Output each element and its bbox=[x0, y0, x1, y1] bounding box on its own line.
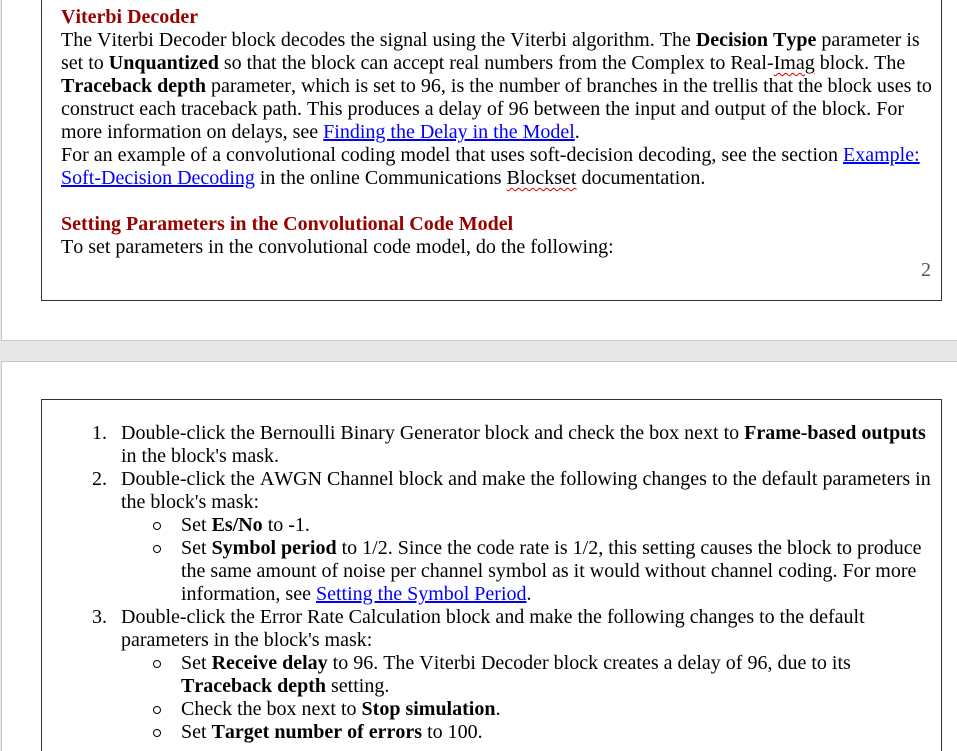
bullet-icon bbox=[153, 706, 161, 714]
text-run: Set bbox=[181, 514, 212, 536]
page-1-body bbox=[61, 6, 938, 259]
page-number: 2 bbox=[921, 259, 931, 281]
list-item-step-1 bbox=[61, 422, 938, 468]
heading-setting-parameters: Setting Parameters in the Convolutional Code Model bbox=[61, 213, 514, 235]
paragraph-setting-parameters-intro: To set parameters in the convolutional code model, do the following: bbox=[61, 236, 614, 258]
bold-term-symbol-period: Symbol period bbox=[211, 537, 337, 559]
sub-list-item-es-no bbox=[61, 514, 938, 537]
list-item-step-3 bbox=[61, 606, 938, 652]
list-item-text bbox=[121, 468, 938, 514]
link-finding-the-delay-in-the-model[interactable]: Finding the Delay in the Model bbox=[323, 121, 575, 143]
text-run: . bbox=[574, 121, 580, 143]
text-run: to 100. bbox=[422, 721, 483, 743]
sub-list-item-stop-simulation bbox=[61, 698, 938, 721]
text-run: block. The bbox=[814, 52, 906, 74]
list-number: 3. bbox=[92, 606, 107, 628]
paragraph-viterbi-decoder-description bbox=[61, 29, 938, 144]
text-run: documentation. bbox=[576, 167, 706, 189]
text-run: Set bbox=[181, 721, 212, 743]
spelling-error-word-blockset[interactable]: Blockset bbox=[506, 167, 577, 189]
bullet-icon bbox=[153, 660, 161, 668]
list-number: 2. bbox=[92, 468, 107, 490]
text-run: in the online Communications bbox=[254, 167, 507, 189]
spelling-error-word-imag[interactable]: Imag bbox=[773, 52, 815, 74]
page-2-body bbox=[61, 422, 938, 744]
heading-viterbi-decoder: Viterbi Decoder bbox=[61, 6, 199, 28]
text-run: The Viterbi Decoder block decodes the signal using the Viterbi algorithm. The bbox=[61, 29, 696, 51]
text-run: parameter, which is set to 96, is the number of branches in the trellis that the block uses to construct each traceback path. This produces a delay of 96 between the input and output of the block. For more information on delays, see bbox=[61, 75, 932, 143]
bullet-icon bbox=[153, 522, 161, 530]
bold-term-frame-based-outputs: Frame-based outputs bbox=[744, 422, 926, 444]
bold-term-traceback-depth: Traceback depth bbox=[181, 675, 326, 697]
text-run: Set bbox=[181, 652, 212, 674]
text-run: in the block's mask. bbox=[121, 445, 280, 467]
text-run: to -1. bbox=[262, 514, 310, 536]
text-run: to 96. The Viterbi Decoder block creates a delay of 96, due to its bbox=[327, 652, 851, 674]
sub-list-item-text bbox=[181, 652, 938, 698]
bullet-icon bbox=[153, 729, 161, 737]
bold-term-es-no: Es/No bbox=[211, 514, 263, 536]
paragraph-soft-decision-example bbox=[61, 144, 938, 190]
document-page-1 bbox=[1, 0, 957, 341]
bold-term-decision-type: Decision Type bbox=[695, 29, 817, 51]
text-run: Double-click the AWGN Channel block and make the following changes to the default parameters in the block's mask: bbox=[121, 468, 931, 513]
sub-list-item-symbol-period bbox=[61, 537, 938, 606]
bold-term-target-number-of-errors: Target number of errors bbox=[211, 721, 423, 743]
bold-term-unquantized: Unquantized bbox=[108, 52, 219, 74]
link-setting-the-symbol-period[interactable]: Setting the Symbol Period bbox=[315, 583, 527, 605]
text-run: Set bbox=[181, 537, 212, 559]
sub-list-item-text bbox=[181, 537, 938, 606]
sub-list-item-text bbox=[181, 698, 938, 721]
text-run: parameter is set to bbox=[61, 29, 920, 74]
bold-term-traceback-depth: Traceback depth bbox=[61, 75, 206, 97]
list-item-text bbox=[121, 422, 938, 468]
sub-list-item-text bbox=[181, 721, 938, 744]
list-item-text bbox=[121, 606, 938, 652]
text-run: so that the block can accept real numbers from the Complex to Real- bbox=[218, 52, 774, 74]
bold-term-receive-delay: Receive delay bbox=[211, 652, 328, 674]
sub-list-item-target-number-of-errors bbox=[61, 721, 938, 744]
text-run: . bbox=[495, 698, 501, 720]
text-run: to 1/2. Since the code rate is 1/2, this setting causes the block to produce the same amount of noise per channel symbol as it would without channel coding. For more information, see bbox=[181, 537, 922, 605]
text-run: . bbox=[526, 583, 532, 605]
text-run: setting. bbox=[326, 675, 390, 697]
text-run: Double-click the Bernoulli Binary Generator block and check the box next to bbox=[121, 422, 745, 444]
document-page-2 bbox=[1, 361, 957, 751]
list-item-step-2 bbox=[61, 468, 938, 514]
sub-list-item-receive-delay bbox=[61, 652, 938, 698]
sub-list-item-text bbox=[181, 514, 938, 537]
link-example-soft-decision-decoding[interactable]: Example: Soft-Decision Decoding bbox=[61, 144, 920, 189]
text-run: For an example of a convolutional coding model that uses soft-decision decoding, see the section bbox=[61, 144, 844, 166]
text-run: Check the box next to bbox=[181, 698, 362, 720]
text-run: Double-click the Error Rate Calculation block and make the following changes to the default parameters in the block's mask: bbox=[121, 606, 865, 651]
bold-term-stop-simulation: Stop simulation bbox=[361, 698, 496, 720]
bullet-icon bbox=[153, 545, 161, 553]
list-number: 1. bbox=[92, 422, 107, 444]
